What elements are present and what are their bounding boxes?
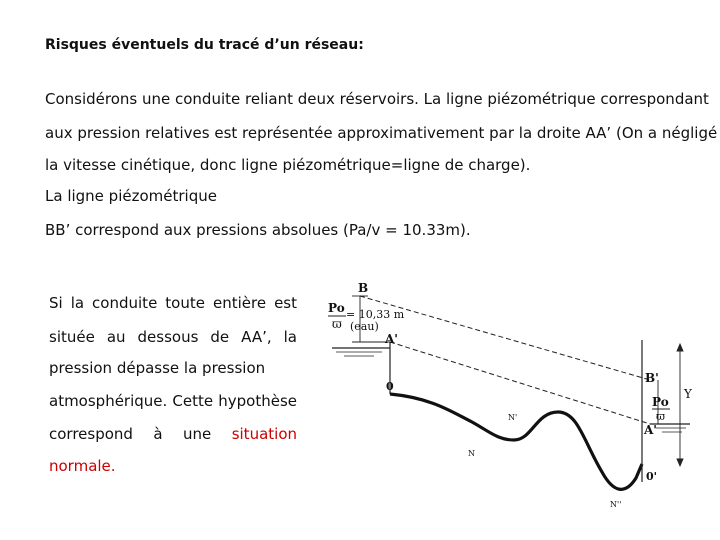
label-o-prime: 0' [646, 470, 658, 483]
label-eau: (eau) [350, 320, 379, 333]
side-word: correspond [49, 425, 133, 443]
label-w-left: ϖ [332, 317, 342, 331]
side-text-line [49, 425, 297, 443]
label-b: B [358, 282, 369, 295]
paragraph-line: La ligne piézométrique [45, 187, 217, 205]
label-po-left: Po [328, 301, 345, 315]
left-reservoir [332, 342, 390, 394]
label-po-right: Po [652, 395, 669, 409]
paragraph-line: aux pression relatives est représentée approximativement par la droite AA’ (On a négligé [45, 124, 718, 142]
side-text-highlight: normale. [49, 457, 116, 475]
side-text-line: pression dépasse la pression [49, 359, 266, 377]
slide-title: Risques éventuels du tracé d’un réseau: [45, 37, 364, 53]
line-aa [390, 342, 650, 424]
label-n-prime: N' [508, 413, 518, 422]
label-o: 0 [386, 380, 394, 393]
label-a-prime: A' [644, 423, 657, 437]
label-b-prime: B' [645, 371, 659, 385]
side-text-line: Si la conduite toute entière est [49, 294, 297, 312]
side-word: à [153, 425, 163, 443]
label-a: A' [385, 332, 398, 346]
label-w-right: ϖ [656, 410, 665, 423]
side-word: une [183, 425, 212, 443]
paragraph-line: la vitesse cinétique, donc ligne piézométrique=ligne de charge). [45, 156, 531, 174]
pipeline [390, 394, 642, 489]
pipeline-diagram [322, 282, 700, 510]
side-text-line: située au dessous de AA’, la [49, 328, 297, 346]
side-word-highlight: situation [231, 425, 297, 443]
paragraph-line: Considérons une conduite reliant deux réservoirs. La ligne piézométrique correspondant [45, 90, 709, 108]
paragraph-line: BB’ correspond aux pressions absolues (Pa/v = 10.33m). [45, 221, 471, 239]
label-n-double-prime: N'' [610, 500, 622, 509]
label-height-value: = 10,33 m [346, 308, 405, 321]
label-n: N [468, 449, 475, 458]
y-dimension-arrow [677, 344, 683, 466]
label-y: Y [684, 387, 692, 401]
right-reservoir [642, 340, 690, 482]
side-text-line: atmosphérique. Cette hypothèse [49, 392, 297, 410]
